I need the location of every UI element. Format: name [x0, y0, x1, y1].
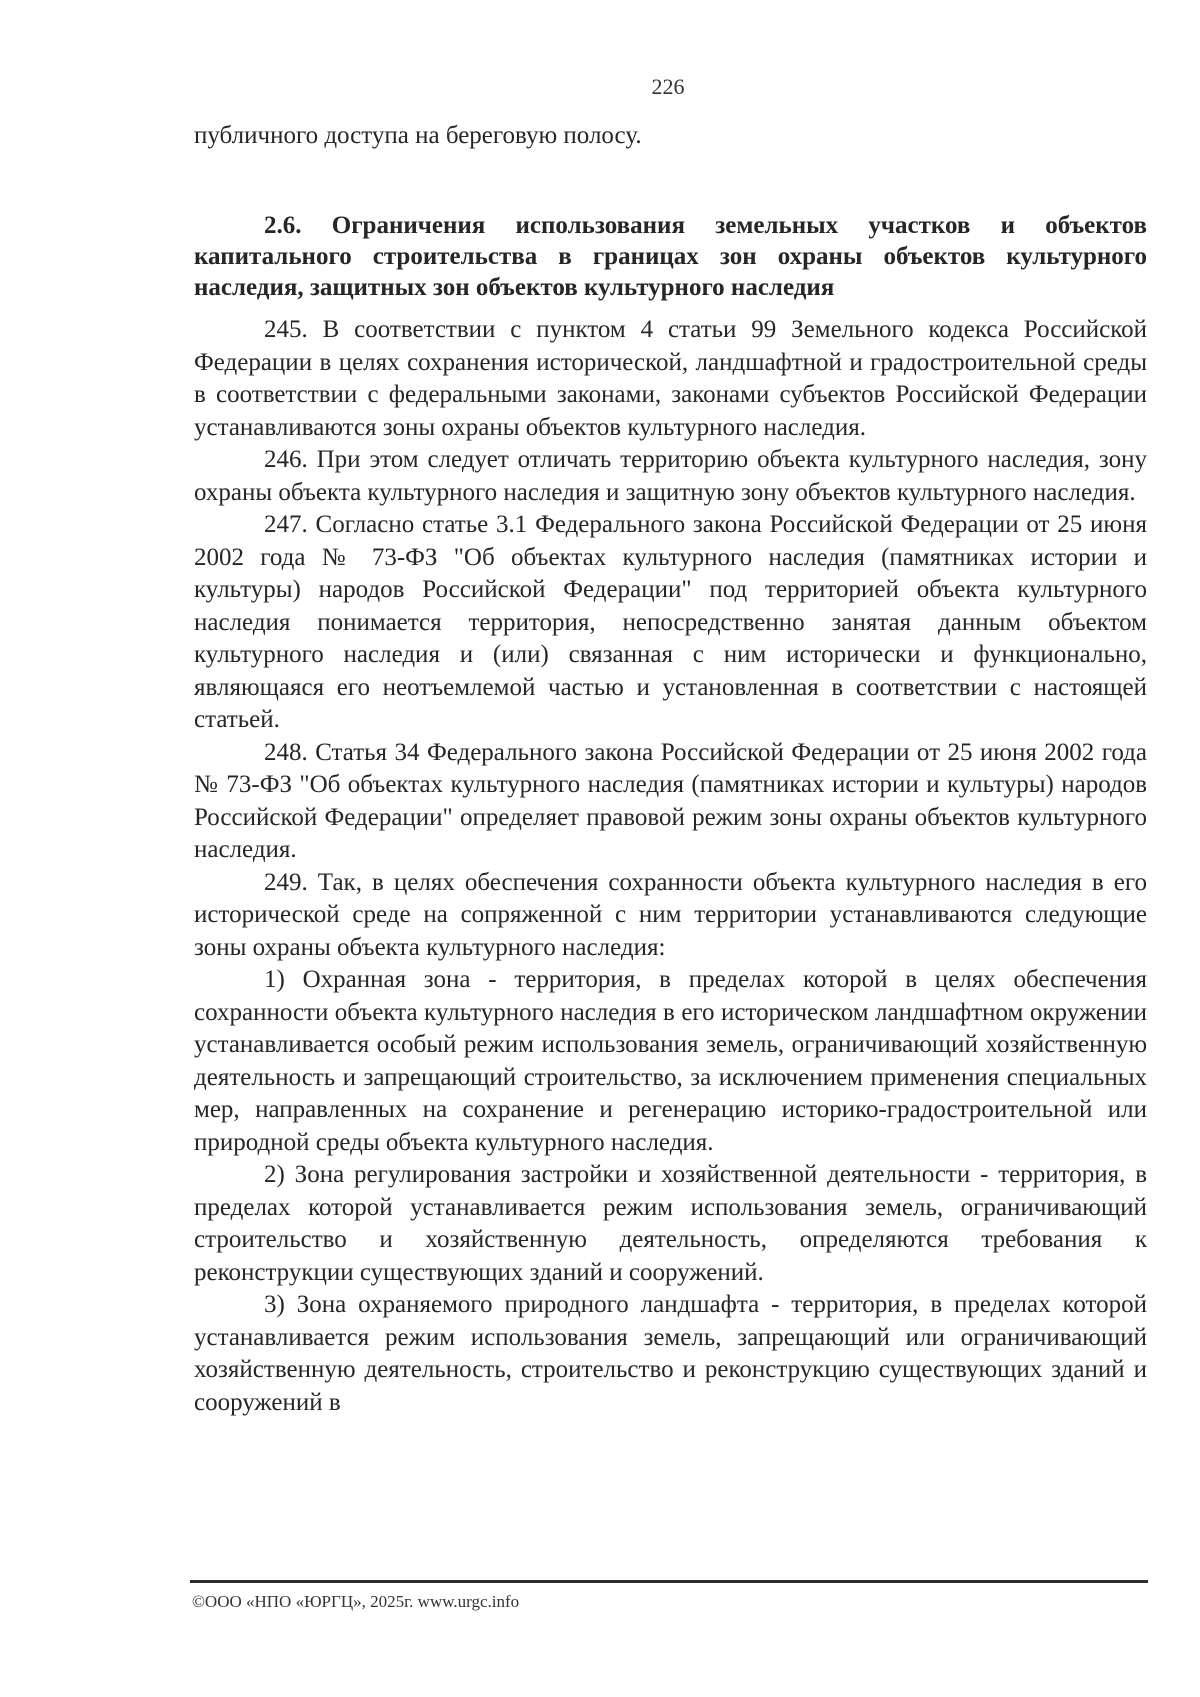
- list-item-3: 3) Зона охраняемого природного ландшафта - территория, в пределах которой устанавливается режим использования земель, запрещающий или ограничивающий хозяйственную деятельность, строительство и реконструкцию существующих зданий и сооружений в: [194, 1291, 1147, 1416]
- list-item-2: 2) Зона регулирования застройки и хозяйственной деятельности - территория, в пределах которой устанавливается режим использования земель, ограничивающий строительство и хозяйственную деятельность, определяются требования к реконструкции существующих зданий и сооружений.: [194, 1161, 1147, 1286]
- paragraph-248: 248. Статья 34 Федерального закона Российской Федерации от 25 июня 2002 года № 73-ФЗ "Об объектах культурного наследия (памятниках истории и культуры) народов Российской Федерации" определяет правовой режим зоны охраны объектов культурного наследия.: [194, 738, 1147, 863]
- section-heading: 2.6. Ограничения использования земельных участков и объектов капитального строительства в границах зон охраны объектов культурного наследия, защитных зон объектов культурного наследия: [194, 212, 1147, 301]
- list-item-1: 1) Охранная зона - территория, в пределах которой в целях обеспечения сохранности объекта культурного наследия в его историческом ландшафтном окружении устанавливается особый режим использования земель, ограничивающий хозяйственную деятельность и запрещающий строительство, за исключением применения специальных мер, направленных на сохранение и регенерацию историко-градостроительной или природной среды объекта культурного наследия.: [194, 966, 1147, 1156]
- body-text: [194, 314, 1147, 1419]
- paragraph-246: 246. При этом следует отличать территорию объекта культурного наследия, зону охраны объекта культурного наследия и защитную зону объектов культурного наследия.: [194, 446, 1147, 506]
- continuation-text: публичного доступа на береговую полосу.: [194, 122, 642, 149]
- footer-divider: [190, 1580, 1148, 1583]
- page-number: 226: [651, 74, 685, 99]
- paragraph-245: 245. В соответствии с пунктом 4 статьи 99 Земельного кодекса Российской Федерации в целях сохранения исторической, ландшафтной и градостроительной среды в соответствии с федеральными законами, законами субъектов Российской Федерации устанавливаются зоны охраны объектов культурного наследия.: [194, 316, 1147, 441]
- footer-copyright: ©ООО «НПО «ЮРГЦ», 2025г. www.urgc.info: [192, 1592, 520, 1611]
- paragraph-247: 247. Согласно статье 3.1 Федерального закона Российской Федерации от 25 июня 2002 года № 73-ФЗ "Об объектах культурного наследия (памятниках истории и культуры) народов Российской Федерации" под территорией объекта культурного наследия понимается территория, непосредственно занятая данным объектом культурного наследия и (или) связанная с ним исторически и функционально, являющаяся его неотъемлемой частью и установленная в соответствии с настоящей статьей.: [194, 511, 1147, 733]
- paragraph-249: 249. Так, в целях обеспечения сохранности объекта культурного наследия в его исторической среде на сопряженной с ним территории устанавливаются следующие зоны охраны объекта культурного наследия:: [194, 868, 1147, 961]
